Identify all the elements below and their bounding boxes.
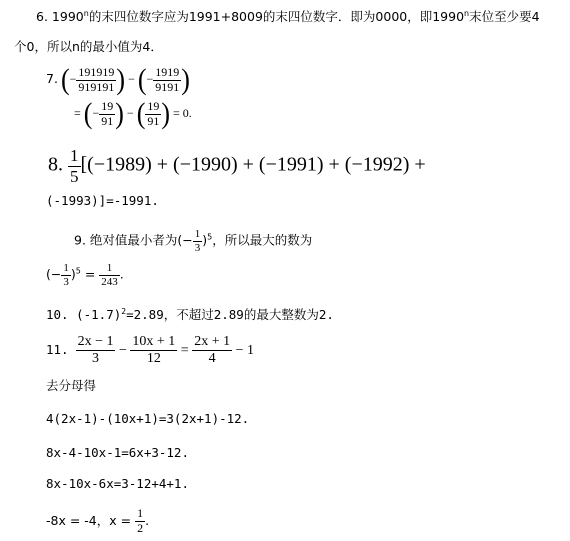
- problem-10: 10. $(-1.7)^2=2.89$，不超过2.89的最大整数为2.: [46, 306, 334, 322]
- step-4: 8x-10x-6x=3-12+4+1.: [46, 476, 189, 491]
- step-clear-denominators: 去分母得: [46, 378, 97, 393]
- problem-7-label: 7.: [46, 71, 58, 87]
- problem-11: 11. $\frac{2x - 1}{3}$ − $\frac{10x + 1}{12}$ = $\frac{2x + 1}{4}$ − 1: [46, 334, 255, 367]
- problem-9-line-2: (− $\frac{1}{3}$ )$^5$ = $\frac{1}{243}$ .: [46, 262, 124, 288]
- problem-8-label: 8.: [48, 153, 63, 176]
- fraction: $\frac{2x + 1}{4}$: [194, 334, 231, 367]
- problem-8-line-2: (-1993)]=-1991.: [46, 193, 159, 208]
- problem-7-line-2: = (− $\frac{19}{91}$ ) − ( $\frac{19}{91}$ ) = 0.: [74, 97, 192, 131]
- fraction: $\frac{1}{243}$: [101, 262, 118, 288]
- problem-9-line-1: 9. 绝对值最小者为(− $\frac{1}{3}$ )$^5$，所以最大的数为: [74, 228, 313, 254]
- fraction: $\frac{19}{91}$: [147, 99, 160, 128]
- step-3: 8x-4-10x-1=6x+3-12.: [46, 445, 189, 460]
- problem-8-line-1: 8. $\frac{1}{5}$ [(−1989) + (−1990) + (−1991) + (−1992) +: [48, 146, 426, 186]
- problem-7-line-1: 7. (− $\frac{191919}{919191}$ ) − (− $\frac{1919}{9191}$ ): [46, 63, 190, 97]
- fraction: $\frac{1}{5}$: [70, 146, 79, 186]
- fraction: $\frac{1}{2}$: [137, 506, 144, 535]
- fraction: $\frac{191919}{919191}$: [78, 65, 115, 94]
- fraction: $\frac{1}{3}$: [63, 262, 69, 288]
- fraction: $\frac{19}{91}$: [101, 99, 114, 128]
- problem-9-label: 9.: [74, 232, 86, 248]
- step-5: -8x = -4，x = $\frac{1}{2}$ .: [46, 506, 150, 535]
- problem-6-label: 6.: [36, 9, 48, 24]
- fraction: $\frac{10x + 1}{12}$: [132, 334, 176, 367]
- fraction: $\frac{1919}{9191}$: [155, 65, 180, 94]
- problem-11-label: 11.: [46, 341, 69, 357]
- problem-6-line-2: 个0，所以n的最小值为4．: [14, 39, 163, 54]
- step-2: 4(2x-1)-(10x+1)=3(2x+1)-12.: [46, 411, 250, 426]
- fraction: $\frac{2x - 1}{3}$: [77, 334, 114, 367]
- problem-6-line-1: 6. 1990$^n$的末四位数字应为1991+8009的末四位数字．即为0000，即1990$^n$末位至少要4: [36, 8, 540, 24]
- problem-10-label: 10.: [46, 307, 69, 322]
- fraction: $\frac{1}{3}$: [194, 228, 201, 254]
